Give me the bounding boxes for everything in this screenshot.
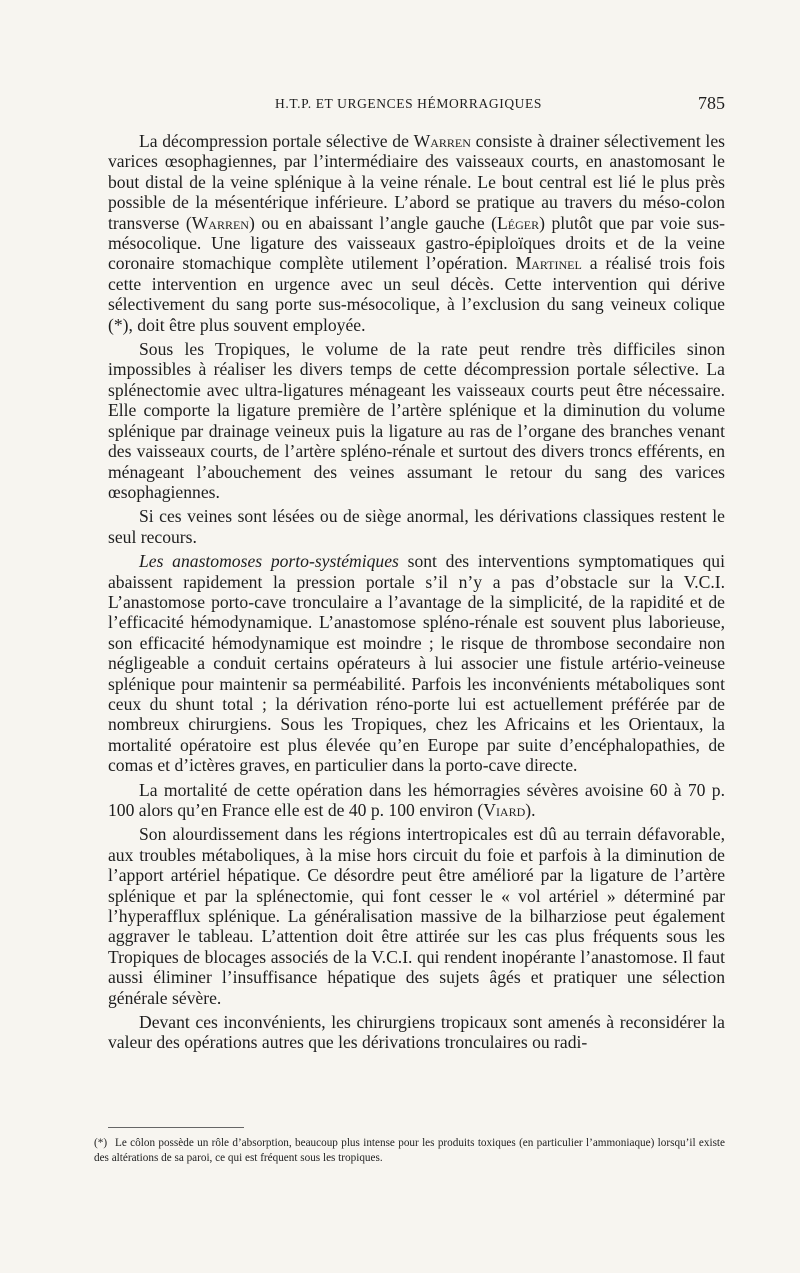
- text-run: consiste à drainer sélectivement les varices œsophagiennes, par l’intermédiaire des vaisseaux courts, en anastomosant le bout distal de la veine splénique à la veine rénale. Le bout central est lié le plus près possible de la mésentérique inférieure. L’abord se pratique au travers du méso-colon transverse (: [108, 131, 725, 233]
- paragraph: [108, 131, 725, 335]
- author-name: Martinel: [515, 253, 582, 274]
- paragraph: Si ces veines sont lésées ou de siège anormal, les dérivations classiques restent le seul recours.: [108, 506, 725, 547]
- text-run: ) plutôt que par voie sus-mésocolique. Une ligature des vaisseaux gastro-épiploïques droits et de la veine coronaire stomachique complète utilement l’opération.: [108, 212, 726, 274]
- running-title: H.T.P. ET URGENCES HÉMORRAGIQUES: [275, 96, 542, 111]
- author-name: Warren: [413, 131, 471, 151]
- paragraph: Sous les Tropiques, le volume de la rate peut rendre très difficiles sinon impossibles à réaliser les divers temps de cette décompression portale sélective. La splénectomie avec ultra-ligatures ménageant les vaisseaux courts peut être nécessaire. Elle comporte la ligature première de l’artère splénique et la diminution du volume splénique par drainage veineux puis la ligature au ras de l’organe des branches venant des vaisseaux courts, de l’artère spléno-rénale et surtout des divers troncs efférents, en ménageant l’abouchement des veines assumant le retour du sang des varices œsophagiennes.: [108, 339, 725, 502]
- author-name: Warren: [191, 212, 249, 233]
- footnote-divider: [108, 1127, 244, 1128]
- footnote: [94, 1136, 725, 1166]
- footnote-text: Le côlon possède un rôle d’absorption, beaucoup plus intense pour les produits toxiques (en particulier l’ammoniaque) lorsqu’il existe des altérations de sa paroi, ce qui est fréquent sous les tropiques.: [94, 1137, 725, 1164]
- text-run: a réalisé trois fois cette intervention en urgence avec un seul décès. Cette intervention qui dérive sélectivement du sang porte sus-mésocolique, à l’exclusion du sang veineux colique (*), doit être plus souvent employée.: [108, 253, 726, 335]
- text-run: sont des interventions symptomatiques qui abaissent rapidement la pression portale s’il n’y a pas d’obstacle sur la V.C.I. L’anastomose porto-cave tronculaire a l’avantage de la simplicité, de la rapidité et de l’efficacité hémodynamique. L’anastomose spléno-rénale est souvent plus laborieuse, son efficacité hémodynamique est moindre ; le risque de thrombose secondaire non négligeable a conduit certains opérateurs à lui associer une fistule artério-veineuse splénique pour maintenir sa perméabilité. Parfois les inconvénients métaboliques sont ceux du shunt total ; la dérivation réno-porte lui est actuellement préférée par de nombreux chirurgiens. Sous les Tropiques, chez les Africains et les Orientaux, la mortalité opératoire est plus élevée qu’en Europe par suite d’encéphalopathies, de comas et d’ictères graves, en particulier dans la porto-cave directe.: [108, 551, 725, 776]
- author-name: Viard: [483, 800, 526, 820]
- paragraph: [108, 780, 725, 821]
- page-number: 785: [698, 93, 725, 113]
- body-text: [108, 131, 725, 1057]
- paragraph: Son alourdissement dans les régions intertropicales est dû au terrain défavorable, aux troubles métaboliques, à la mise hors circuit du foie et parfois à la diminution de l’apport artériel hépatique. Ce désordre peut être amélioré par la ligature de l’artère splénique et par la splénectomie, qui font cesser le « vol artériel » déterminé par l’hyperafflux splénique. La généralisation massive de la bilharziose peut également aggraver le tableau. L’attention doit être attirée sur les cas plus fréquents sous les Tropiques de blocages associés de la V.C.I. qui rendent inopérante l’anastomose. Il faut aussi éliminer l’insuffisance hépatique des sujets âgés et pratiquer une sélection générale sévère.: [108, 824, 725, 1008]
- page-header: [140, 93, 725, 118]
- italic-heading: Les anastomoses porto-systémiques: [139, 551, 399, 572]
- text-run: La mortalité de cette opération dans les hémorragies sévères avoisine 60 à 70 p. 100 alors qu’en France elle est de 40 p. 100 environ (: [108, 779, 725, 820]
- paragraph: Devant ces inconvénients, les chirurgiens tropicaux sont amenés à reconsidérer la valeur des opérations autres que les dérivations tronculaires ou radi-: [108, 1012, 725, 1053]
- text-run: ).: [525, 800, 536, 820]
- paragraph: [108, 551, 725, 775]
- footnote-marker: (*): [94, 1137, 108, 1149]
- author-name: Léger: [497, 212, 540, 233]
- text-run: ) ou en abaissant l’angle gauche (: [248, 212, 498, 233]
- text-run: La décompression portale sélective de: [139, 131, 414, 151]
